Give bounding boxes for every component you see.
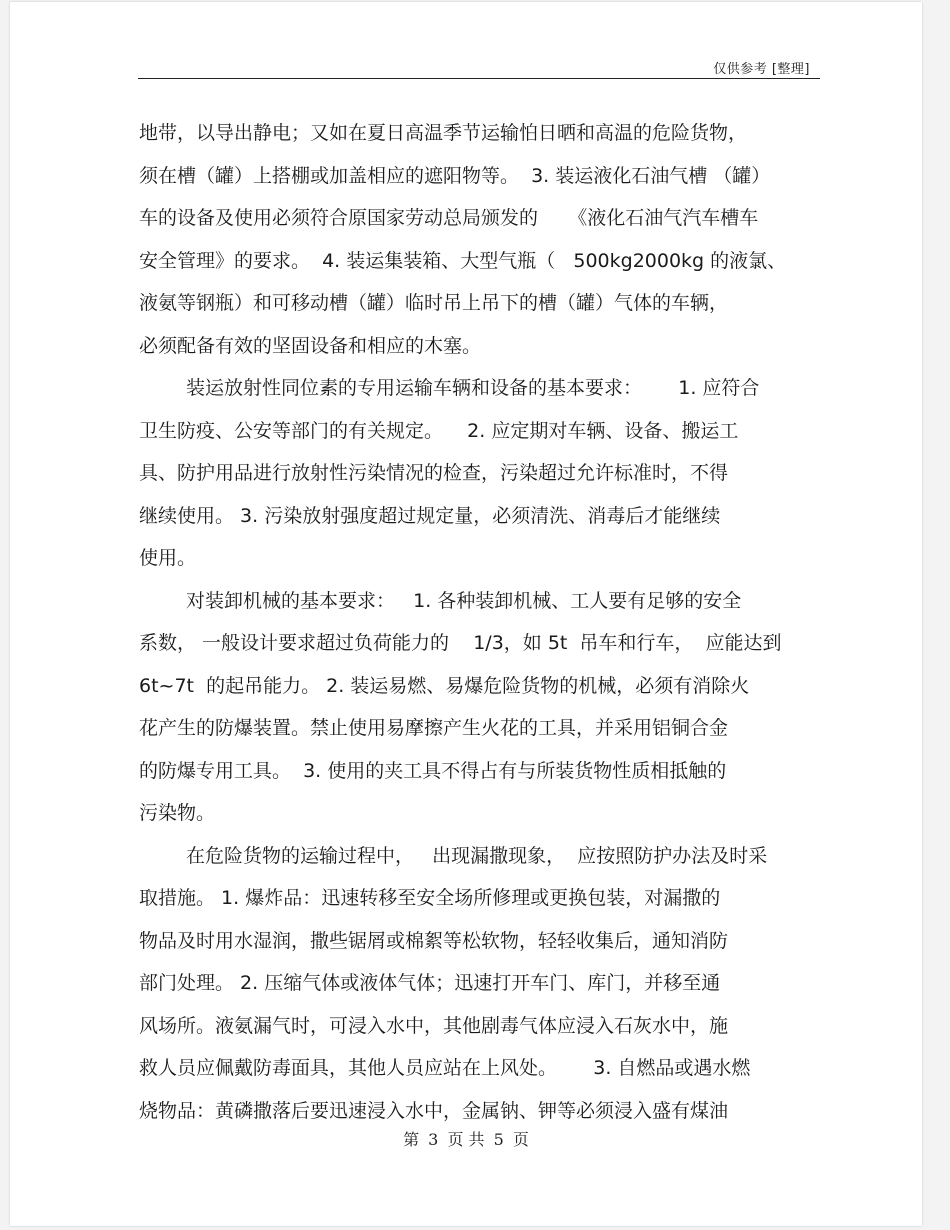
text-line: 6t~7t 的起吊能力。 2. 装运易燃、易爆危险货物的机械，必须有消除火 — [139, 674, 750, 697]
text-line: 具、防护用品进行放射性污染情况的检查，污染超过允许标准时，不得 — [139, 462, 729, 484]
text-line: 地带，以导出静电；又如在夏日高温季节运输怕日晒和高温的危险货物， — [139, 122, 748, 144]
text-line: 风场所。液氨漏气时，可浸入水中，其他剧毒气体应浸入石灰水中，施 — [139, 1014, 729, 1037]
text-line: 取措施。 1. 爆炸品：迅速转移至安全场所修理或更换包装，对漏撒的 — [139, 887, 721, 909]
text-line: 必须配备有效的坚固设备和相应的木塞。 — [139, 334, 482, 357]
text-line: 救人员应佩戴防毒面具，其他人员应站在上风处。 3. 自燃品或遇水燃 — [139, 1057, 751, 1079]
text-line: 的防爆专用工具。 3. 使用的夹工具不得占有与所装货物性质相抵触的 — [139, 759, 727, 782]
text-line: 部门处理。 2. 压缩气体或液体气体；迅速打开车门、库门，并移至通 — [139, 972, 721, 994]
text-line: 系数， 一般设计要求超过负荷能力的 1/3，如 5t 吊车和行车， 应能达到 — [139, 632, 782, 654]
header-divider — [138, 78, 820, 79]
document-page — [10, 2, 922, 1226]
text-line: 继续使用。 3. 污染放射强度超过规定量，必须清洗、消毒后才能继续 — [139, 504, 721, 527]
text-line: 安全管理》的要求。 4. 装运集装箱、大型气瓶（ 500kg2000kg 的液氯、 — [139, 249, 787, 272]
footer-total-pages: 5 — [493, 1130, 504, 1149]
footer-middle: 页 共 — [447, 1130, 485, 1149]
text-line: 液氨等钢瓶）和可移动槽（罐）临时吊上吊下的槽（罐）气体的车辆， — [139, 292, 729, 314]
text-line: 须在槽（罐）上搭棚或加盖相应的遮阳物等。 3. 装运液化石油气槽 （罐） — [139, 164, 771, 187]
text-line: 对装卸机械的基本要求： 1. 各种装卸机械、工人要有足够的安全 — [186, 589, 742, 612]
text-line: 卫生防疫、公安等部门的有关规定。 2. 应定期对车辆、设备、搬运工 — [139, 419, 739, 442]
page-footer — [10, 1127, 922, 1150]
text-line: 使用。 — [139, 547, 197, 569]
text-line: 装运放射性同位素的专用运输车辆和设备的基本要求： 1. 应符合 — [186, 377, 760, 399]
text-line: 烧物品：黄磷撒落后要迅速浸入水中，金属钠、钾等必须浸入盛有煤油 — [139, 1099, 729, 1122]
text-line: 花产生的防爆装置。禁止使用易摩擦产生火花的工具，并采用铝铜合金 — [139, 717, 729, 739]
page-header-label: 仅供参考 [整理] — [713, 62, 810, 77]
footer-suffix: 页 — [512, 1130, 529, 1149]
document-body — [139, 112, 829, 1132]
text-line: 车的设备及使用必须符合原国家劳动总局颁发的 《液化石油气汽车槽车 — [139, 207, 759, 229]
text-line: 物品及时用水湿润，撒些锯屑或棉絮等松软物，轻轻收集后，通知消防 — [139, 929, 729, 952]
footer-prefix: 第 — [403, 1130, 420, 1149]
text-line: 在危险货物的运输过程中， 出现漏撒现象， 应按照防护办法及时采 — [186, 844, 768, 867]
footer-current-page: 3 — [428, 1130, 439, 1149]
text-line: 污染物。 — [139, 802, 216, 824]
